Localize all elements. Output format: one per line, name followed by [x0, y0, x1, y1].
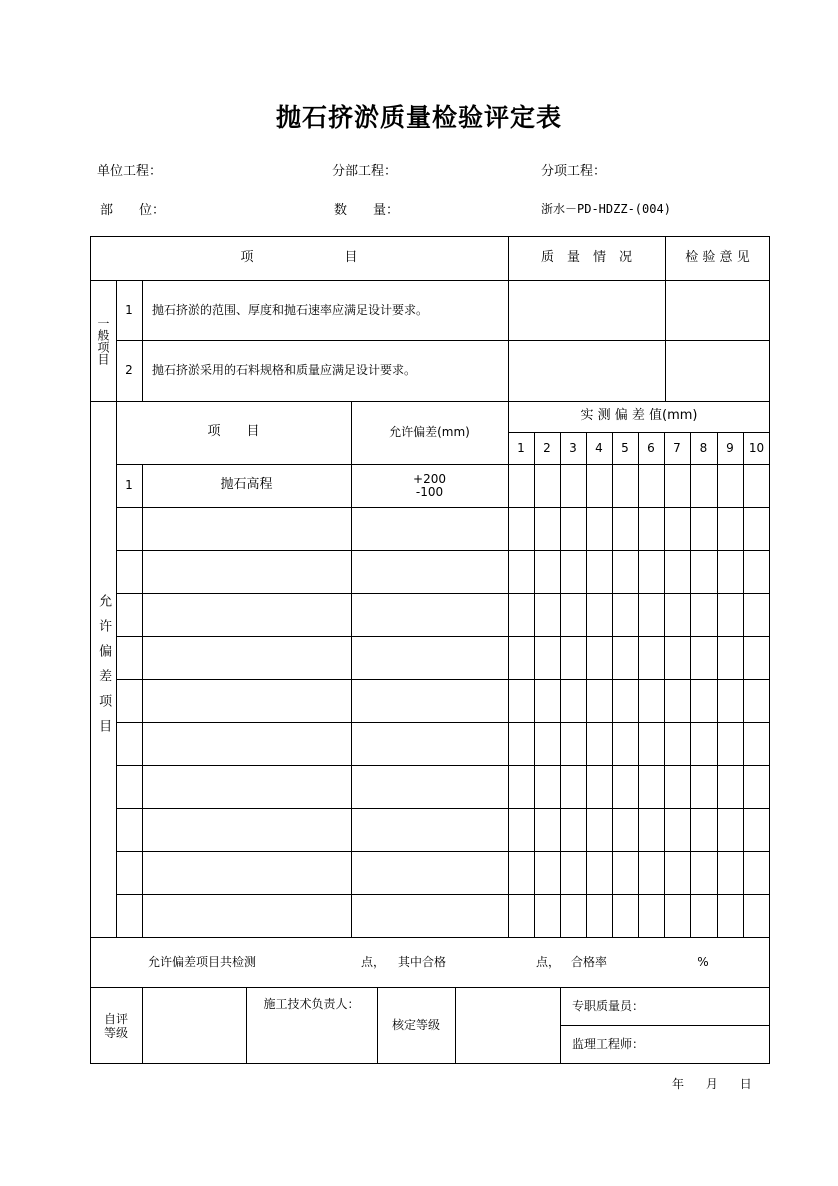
- summary-percent: %: [697, 954, 709, 969]
- quantity-label: 数 量：: [334, 203, 400, 218]
- measure-point-header: 4: [595, 440, 603, 455]
- col-header-opinion: 检 验 意 见: [685, 249, 750, 265]
- tol-row-no: 1: [125, 478, 133, 492]
- col-header-item: 项 目: [240, 249, 358, 265]
- measure-point-header: 1: [517, 440, 525, 455]
- item-project-label: 分项工程：: [541, 164, 607, 179]
- tol-row-allow-lower: -100: [415, 484, 444, 499]
- division-project-label: 分部工程：: [332, 164, 398, 179]
- inspection-table: [90, 236, 770, 1064]
- tol-row-allow: [351, 464, 508, 507]
- measure-point-header: 6: [647, 440, 655, 455]
- tolerance-section-text: 允许偏差项目: [96, 594, 112, 744]
- supervisor-label: 监理工程师：: [572, 1036, 645, 1051]
- summary-prefix: 允许偏差项目共检测: [148, 954, 257, 969]
- summary-points-2: 点，: [535, 954, 560, 969]
- tol-col-header-item: 项 目: [207, 424, 260, 440]
- general-item-no: 1: [125, 302, 133, 317]
- general-section-text: 一般项目: [96, 316, 110, 365]
- measure-point-header: 9: [726, 440, 734, 455]
- month-label: 月: [705, 1077, 718, 1091]
- construction-tech-lead-label: 施工技术负责人：: [263, 996, 360, 1011]
- general-item-text: 抛石挤淤的范围、厚度和抛石速率应满足设计要求。: [152, 302, 429, 317]
- measure-point-header: 5: [621, 440, 629, 455]
- page-title: 抛石挤淤质量检验评定表: [275, 103, 562, 132]
- date-line: [672, 1075, 770, 1092]
- general-item-text: 抛石挤淤采用的石料规格和质量应满足设计要求。: [152, 363, 417, 377]
- quality-officer-label: 专职质量员：: [572, 998, 645, 1013]
- tol-row-item: 抛石高程: [220, 477, 273, 493]
- measure-point-header: 8: [699, 440, 708, 455]
- tolerance-section-label: [90, 401, 116, 937]
- measure-point-header: 10: [748, 440, 765, 455]
- tol-col-header-allow: 允许偏差(mm): [389, 425, 470, 439]
- summary-middle: 其中合格: [397, 954, 446, 969]
- general-section-label: [90, 280, 116, 401]
- measure-point-header: 7: [673, 440, 681, 455]
- tol-row-allow-upper: +200: [413, 471, 446, 486]
- summary-points-1: 点，: [360, 954, 385, 969]
- general-item-no: 2: [125, 363, 133, 377]
- col-header-quality: 质 量 情 况: [540, 249, 632, 265]
- form-code: 浙水－PD-HDZZ-(004): [541, 202, 671, 216]
- tol-col-header-measured: 实 测 偏 差 值(mm): [580, 408, 698, 424]
- unit-project-label: 单位工程：: [97, 164, 163, 179]
- day-label: 日: [739, 1077, 752, 1091]
- location-label: 部 位：: [100, 203, 166, 218]
- summary-rate: 合格率: [570, 954, 607, 969]
- measure-point-header: 2: [543, 440, 551, 455]
- self-eval-text: 自评等级: [103, 1011, 128, 1040]
- self-eval-label: [90, 987, 142, 1064]
- verify-grade-label: 核定等级: [391, 1018, 440, 1032]
- year-label: 年: [672, 1077, 685, 1091]
- measure-point-header: 3: [569, 440, 577, 455]
